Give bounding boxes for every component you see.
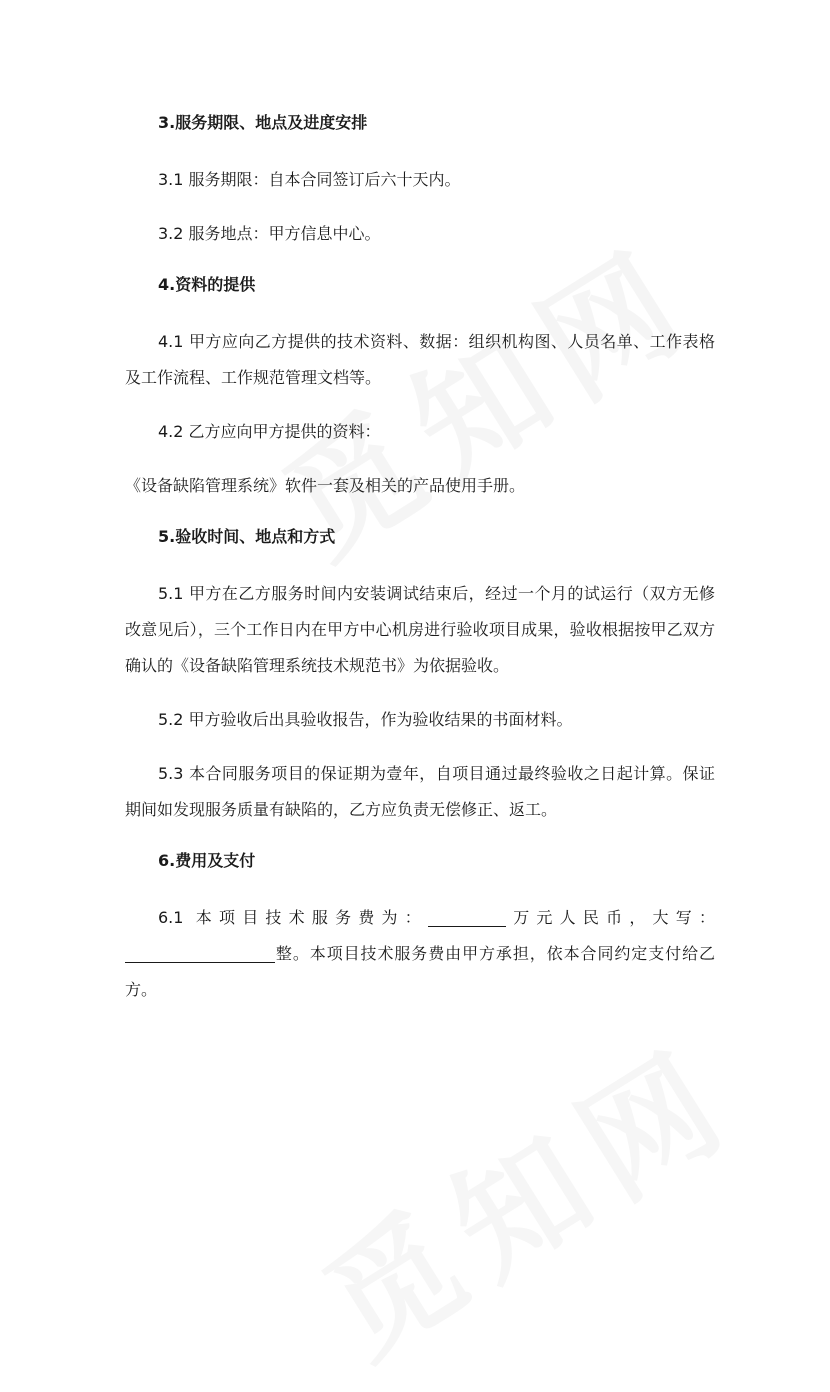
section-6-1-paragraph: [125, 900, 715, 1008]
section-3-2-paragraph: 3.2 服务地点：甲方信息中心。: [158, 224, 381, 243]
fee-uppercase-blank: [125, 942, 275, 963]
section-3-1-paragraph: 3.1 服务期限：自本合同签订后六十天内。: [158, 170, 461, 189]
section-4-2-paragraph: 4.2 乙方应向甲方提供的资料：: [158, 422, 381, 441]
section-6-heading: 6.费用及支付: [158, 851, 256, 870]
fee-uppercase-label: 万元人民币，大写：: [505, 908, 715, 927]
section-4-heading: 4.资料的提供: [158, 275, 256, 294]
section-5-1-paragraph: 5.1 甲方在乙方服务时间内安装调试结束后，经过一个月的试运行（双方无修改意见后），三个工作日内在甲方中心机房进行验收项目成果，验收根据按甲乙双方确认的《设备缺陷管理系统技术规范书》为依据验收。: [125, 584, 715, 675]
section-5-3-paragraph: 5.3 本合同服务项目的保证期为壹年，自项目通过最终验收之日起计算。保证期间如发现服务质量有缺陷的，乙方应负责无偿修正、返工。: [125, 764, 715, 819]
section-3-heading: 3.服务期限、地点及进度安排: [158, 113, 368, 132]
section-4-2-item: 《设备缺陷管理系统》软件一套及相关的产品使用手册。: [125, 476, 526, 495]
fee-payment-text: 整。本项目技术服务费由甲方承担，依本合同约定支付给乙方。: [125, 944, 715, 999]
document-page: [125, 108, 715, 1026]
section-5-2-paragraph: 5.2 甲方验收后出具验收报告，作为验收结果的书面材料。: [158, 710, 573, 729]
watermark-text-bottom: [285, 995, 766, 1392]
fee-label: 6.1 本项目技术服务费为：: [158, 908, 428, 927]
fee-amount-blank: [428, 906, 506, 927]
section-5-heading: 5.验收时间、地点和方式: [158, 527, 336, 546]
section-4-1-paragraph: 4.1 甲方应向乙方提供的技术资料、数据：组织机构图、人员名单、工作表格及工作流程、工作规范管理文档等。: [125, 332, 715, 387]
